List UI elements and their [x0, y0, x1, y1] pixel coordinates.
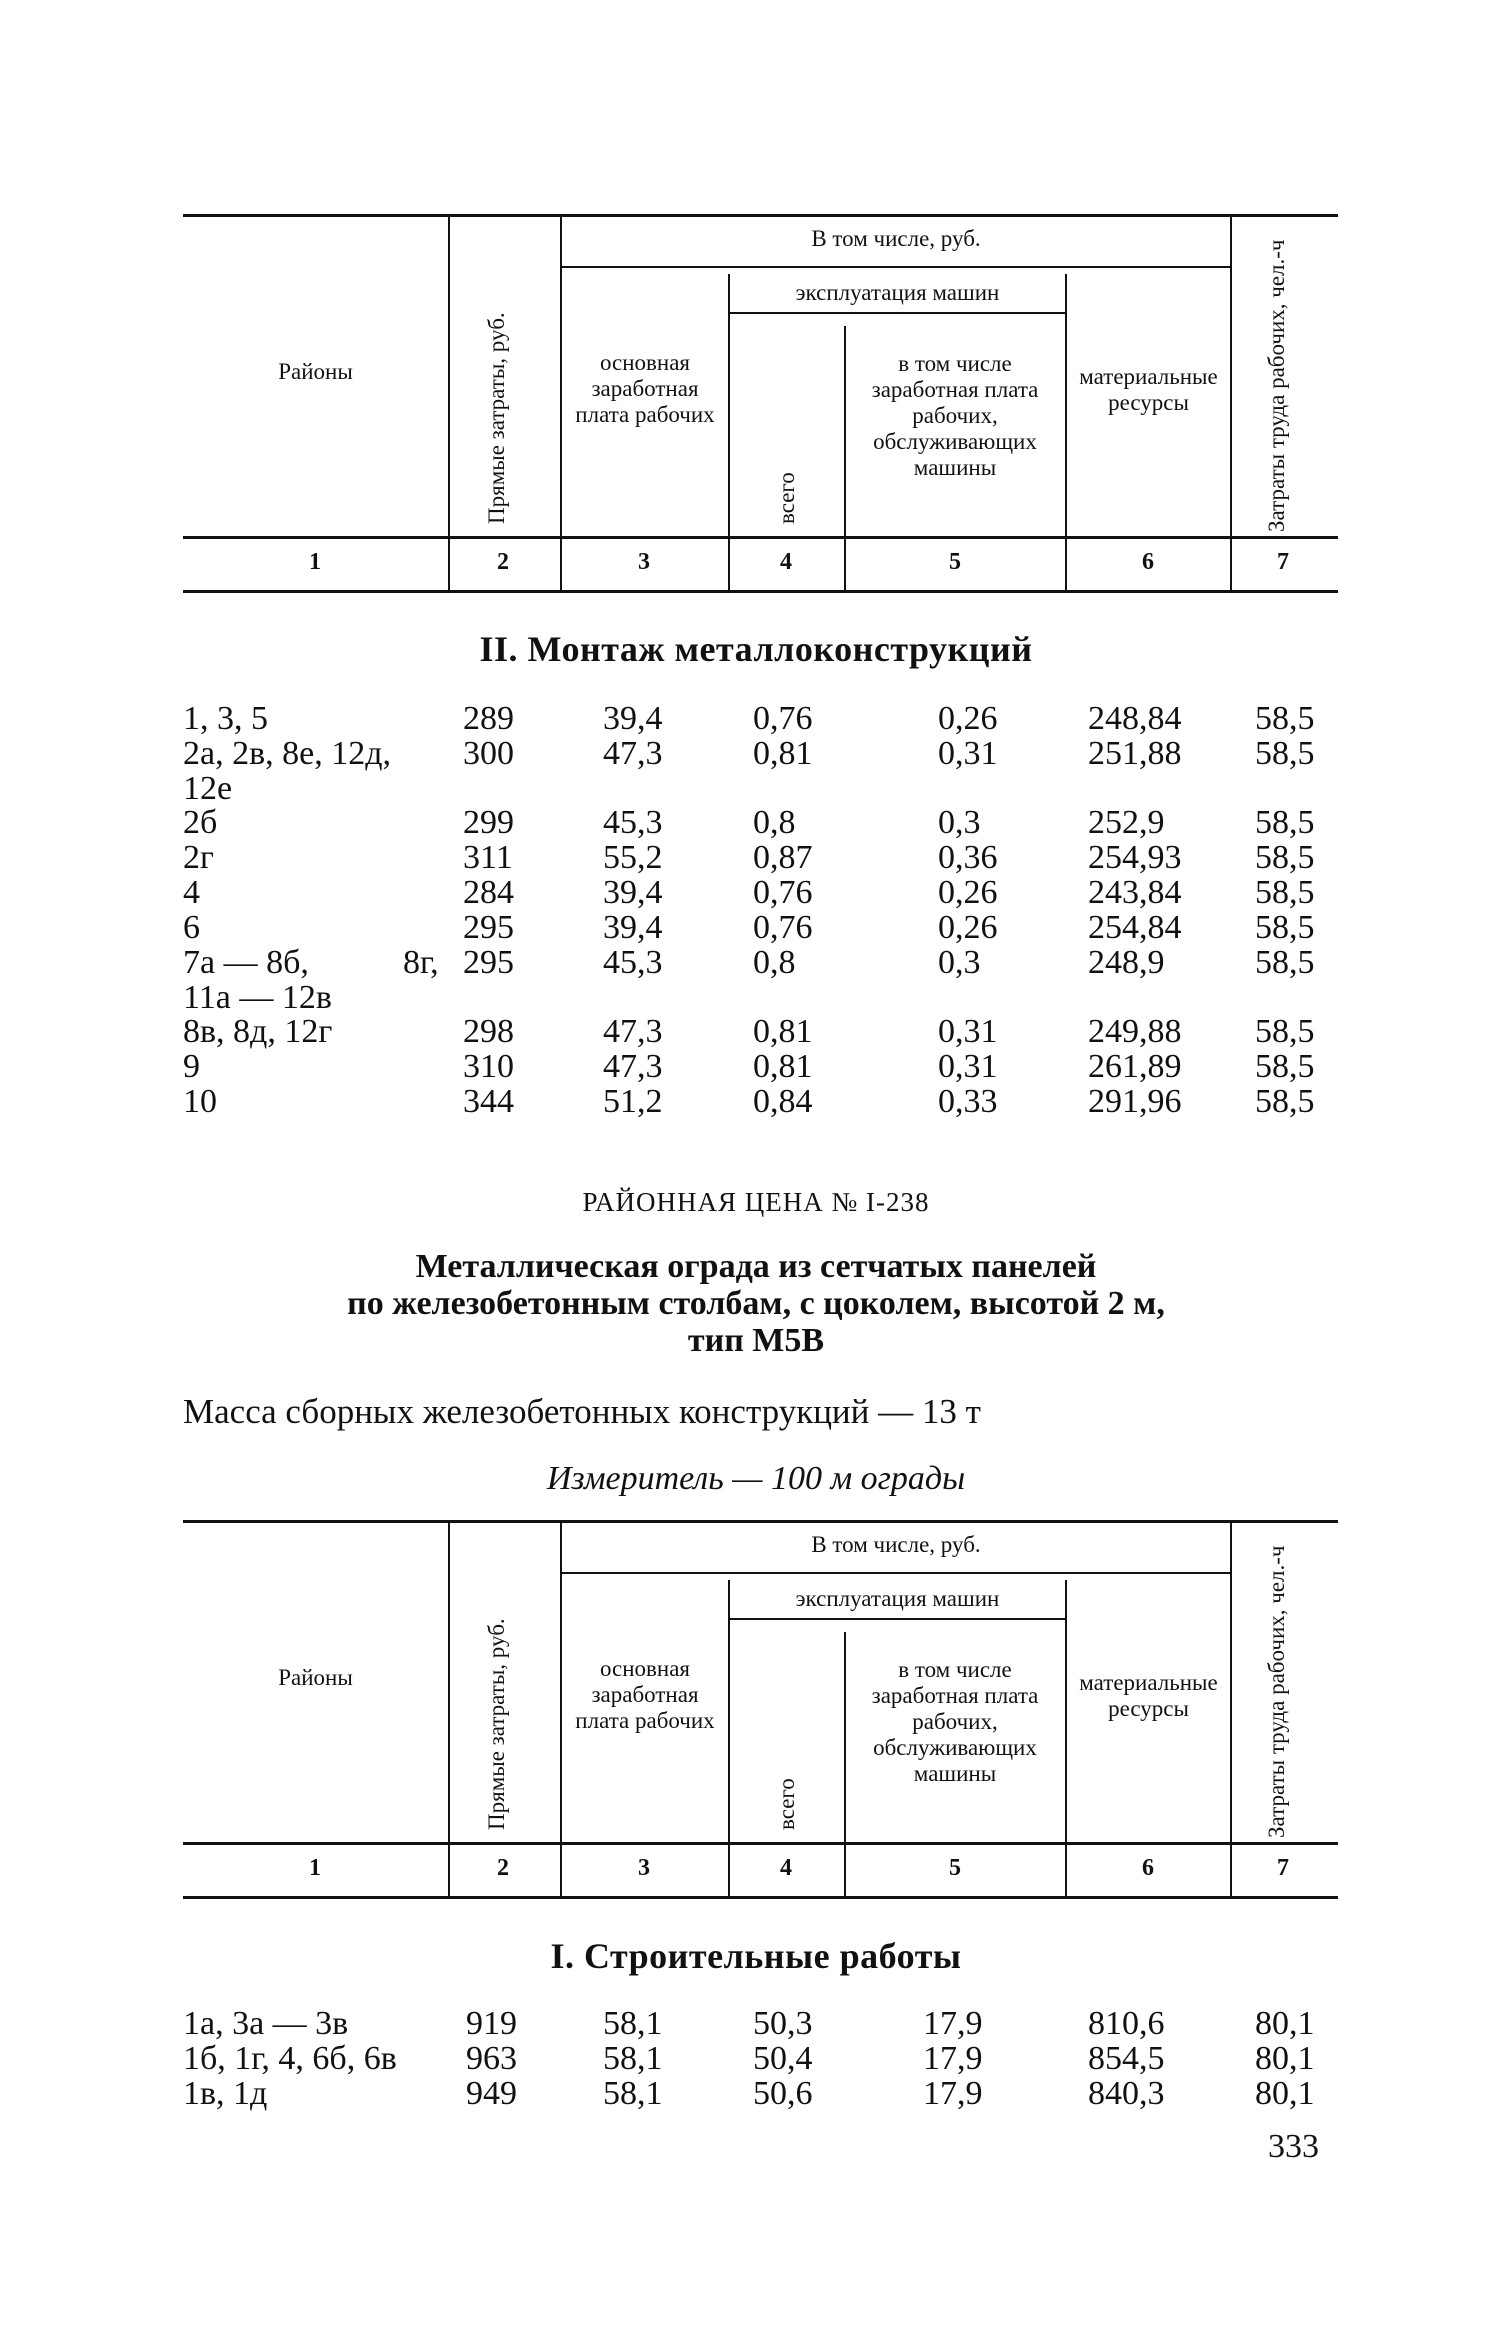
cell-total: 0,81: [753, 1013, 813, 1050]
col-number-1: 1: [309, 1855, 321, 1881]
cell-district: 9: [183, 1048, 200, 1085]
col-number-2: 2: [497, 549, 509, 575]
cell-materials: 248,84: [1088, 700, 1182, 737]
cell-direct: 963: [466, 2040, 517, 2077]
col-number-1: 1: [309, 549, 321, 575]
cell-labor: 58,5: [1255, 1083, 1315, 1120]
col-number-4: 4: [780, 1855, 792, 1881]
cell-district: 1а, 3а — 3в: [183, 2005, 349, 2042]
cell-wages: 58,1: [603, 2075, 663, 2112]
cell-direct: 919: [466, 2005, 517, 2042]
col-materials-label: материальные ресурсы: [1079, 1670, 1218, 1721]
cell-wages: 47,3: [603, 1048, 663, 1085]
cell-district: 1б, 1г, 4, 6б, 6в: [183, 2040, 397, 2077]
table-row: [183, 2075, 1338, 2111]
cell-machine-wages: 0,3: [938, 804, 981, 841]
cell-materials: 248,9: [1088, 944, 1165, 981]
cell-district: 2г: [183, 839, 214, 876]
cell-wages: 47,3: [603, 1013, 663, 1050]
col-number-5: 5: [949, 1855, 961, 1881]
cell-wages: 58,1: [603, 2005, 663, 2042]
cell-materials: 243,84: [1088, 874, 1182, 911]
cell-direct: 289: [463, 700, 514, 737]
cell-labor: 80,1: [1255, 2040, 1315, 2077]
table-header-1: [183, 214, 1338, 594]
section-title-construction: I. Строительные работы: [550, 1936, 962, 1976]
cell-direct: 310: [463, 1048, 514, 1085]
title-line-3: тип М5В: [687, 1322, 825, 1359]
cell-materials: 251,88: [1088, 735, 1182, 772]
cell-materials: 252,9: [1088, 804, 1165, 841]
table-row: [183, 1013, 1338, 1049]
cell-materials: 254,93: [1088, 839, 1182, 876]
cell-wages: 51,2: [603, 1083, 663, 1120]
cell-district: 10: [183, 1083, 217, 1120]
col-districts-label: Районы: [278, 359, 353, 384]
cell-district: 2а, 2в, 8е, 12д,: [183, 735, 392, 772]
table-row: [183, 2005, 1338, 2041]
cell-district: 1в, 1д: [183, 2075, 268, 2112]
cell-materials: 291,96: [1088, 1083, 1182, 1120]
section-title-montage: II. Монтаж металлоконструкций: [479, 629, 1033, 669]
cell-district-cont: 12е: [183, 770, 233, 807]
cell-machine-wages: 0,31: [938, 735, 998, 772]
machines-group-label: эксплуатация машин: [795, 280, 1000, 305]
cell-district: 4: [183, 874, 200, 911]
col-number-7: 7: [1277, 1855, 1289, 1881]
cell-materials: 261,89: [1088, 1048, 1182, 1085]
cell-district-cont: 11а — 12в: [183, 979, 332, 1016]
table-row-continuation: [183, 770, 1338, 806]
col-number-6: 6: [1142, 549, 1154, 575]
cell-direct: 284: [463, 874, 514, 911]
measure-text: Измеритель — 100 м ограды: [546, 1460, 966, 1497]
cell-materials: 249,88: [1088, 1013, 1182, 1050]
table-row: [183, 804, 1338, 840]
col-number-6: 6: [1142, 1855, 1154, 1881]
cell-total: 50,3: [753, 2005, 813, 2042]
cell-direct: 295: [463, 944, 514, 981]
cell-total: 0,8: [753, 804, 796, 841]
cell-machine-wages: 0,31: [938, 1013, 998, 1050]
col-wages-label: основная заработная плата рабочих: [575, 350, 715, 427]
page-number: 333: [1268, 2128, 1319, 2165]
cell-labor: 58,5: [1255, 735, 1315, 772]
table-row: [183, 1048, 1338, 1084]
cell-total: 50,4: [753, 2040, 813, 2077]
cell-machine-wages: 0,26: [938, 700, 998, 737]
cell-labor: 80,1: [1255, 2005, 1315, 2042]
col-wages-label: основная заработная плата рабочих: [575, 1656, 715, 1733]
cell-total: 0,76: [753, 909, 813, 946]
cell-machine-wages: 17,9: [923, 2040, 983, 2077]
cell-labor: 58,5: [1255, 700, 1315, 737]
cell-labor: 58,5: [1255, 804, 1315, 841]
table-header-2: [183, 1520, 1338, 1900]
cell-labor: 80,1: [1255, 2075, 1315, 2112]
cell-machine-wages: 0,26: [938, 874, 998, 911]
cell-labor: 58,5: [1255, 874, 1315, 911]
cell-wages: 55,2: [603, 839, 663, 876]
col-materials-label: материальные ресурсы: [1079, 364, 1218, 415]
cell-wages: 58,1: [603, 2040, 663, 2077]
cell-materials: 854,5: [1088, 2040, 1165, 2077]
table-row: [183, 909, 1338, 945]
cell-wages: 39,4: [603, 909, 663, 946]
cell-materials: 254,84: [1088, 909, 1182, 946]
table-row: [183, 700, 1338, 736]
col-direct-costs-label: Прямые затраты, руб.: [484, 1618, 509, 1830]
col-number-7: 7: [1277, 549, 1289, 575]
cell-district: 2б: [183, 804, 218, 841]
cell-district: 6: [183, 909, 200, 946]
cell-district: 7а — 8б,: [183, 944, 309, 981]
cell-wages: 45,3: [603, 944, 663, 981]
cell-machine-wages: 0,36: [938, 839, 998, 876]
cell-district: 8в, 8д, 12г: [183, 1013, 333, 1050]
cell-labor: 58,5: [1255, 944, 1315, 981]
cell-machine-wages: 0,31: [938, 1048, 998, 1085]
group-label: В том числе, руб.: [811, 226, 981, 251]
cell-machine-wages: 17,9: [923, 2005, 983, 2042]
col-labor-label: Затраты труда рабочих, чел.-ч: [1264, 239, 1289, 532]
cell-materials: 810,6: [1088, 2005, 1165, 2042]
cell-direct: 949: [466, 2075, 517, 2112]
col-number-3: 3: [638, 1855, 650, 1881]
cell-wages: 45,3: [603, 804, 663, 841]
col-number-3: 3: [638, 549, 650, 575]
group-label: В том числе, руб.: [811, 1532, 981, 1557]
cell-wages: 39,4: [603, 874, 663, 911]
col-number-2: 2: [497, 1855, 509, 1881]
col-direct-costs-label: Прямые затраты, руб.: [484, 312, 509, 524]
cell-total: 0,8: [753, 944, 796, 981]
cell-direct: 299: [463, 804, 514, 841]
table-row-continuation: [183, 979, 1338, 1015]
col-total-label: всего: [774, 1778, 799, 1830]
cell-machine-wages: 0,3: [938, 944, 981, 981]
col-total-label: всего: [774, 472, 799, 524]
cell-total: 0,81: [753, 735, 813, 772]
table-row: [183, 735, 1338, 771]
price-heading: РАЙОННАЯ ЦЕНА № I-238: [582, 1187, 930, 1217]
cell-direct: 295: [463, 909, 514, 946]
table-row: [183, 874, 1338, 910]
cell-machine-wages: 0,33: [938, 1083, 998, 1120]
cell-total: 0,87: [753, 839, 813, 876]
cell-wages: 47,3: [603, 735, 663, 772]
cell-labor: 58,5: [1255, 1048, 1315, 1085]
col-machine-wages-label: в том числе заработная плата рабочих, обслуживающих машины: [871, 351, 1039, 480]
table-row: [183, 839, 1338, 875]
cell-total: 0,81: [753, 1048, 813, 1085]
cell-direct: 298: [463, 1013, 514, 1050]
cell-total: 0,76: [753, 874, 813, 911]
cell-wages: 39,4: [603, 700, 663, 737]
cell-district-b: 8г,: [403, 944, 439, 981]
mass-text: Масса сборных железобетонных конструкций — 13 т: [183, 1392, 981, 1431]
cell-materials: 840,3: [1088, 2075, 1165, 2112]
cell-labor: 58,5: [1255, 839, 1315, 876]
col-labor-label: Затраты труда рабочих, чел.-ч: [1264, 1545, 1289, 1838]
cell-labor: 58,5: [1255, 909, 1315, 946]
cell-machine-wages: 17,9: [923, 2075, 983, 2112]
cell-district: 1, 3, 5: [183, 700, 268, 737]
cell-labor: 58,5: [1255, 1013, 1315, 1050]
table-row: [183, 1083, 1338, 1119]
table-row: [183, 944, 1338, 980]
col-number-4: 4: [780, 549, 792, 575]
cell-direct: 344: [463, 1083, 514, 1120]
cell-total: 0,76: [753, 700, 813, 737]
cell-direct: 300: [463, 735, 514, 772]
col-number-5: 5: [949, 549, 961, 575]
cell-total: 0,84: [753, 1083, 813, 1120]
col-districts-label: Районы: [278, 1665, 353, 1690]
cell-direct: 311: [463, 839, 513, 876]
title-line-2: по железобетонным столбам, с цоколем, высотой 2 м,: [347, 1285, 1165, 1322]
cell-total: 50,6: [753, 2075, 813, 2112]
title-line-1: Металлическая ограда из сетчатых панелей: [415, 1248, 1097, 1285]
cell-machine-wages: 0,26: [938, 909, 998, 946]
col-machine-wages-label: в том числе заработная плата рабочих, обслуживающих машины: [871, 1657, 1039, 1786]
machines-group-label: эксплуатация машин: [795, 1586, 1000, 1611]
table-row: [183, 2040, 1338, 2076]
